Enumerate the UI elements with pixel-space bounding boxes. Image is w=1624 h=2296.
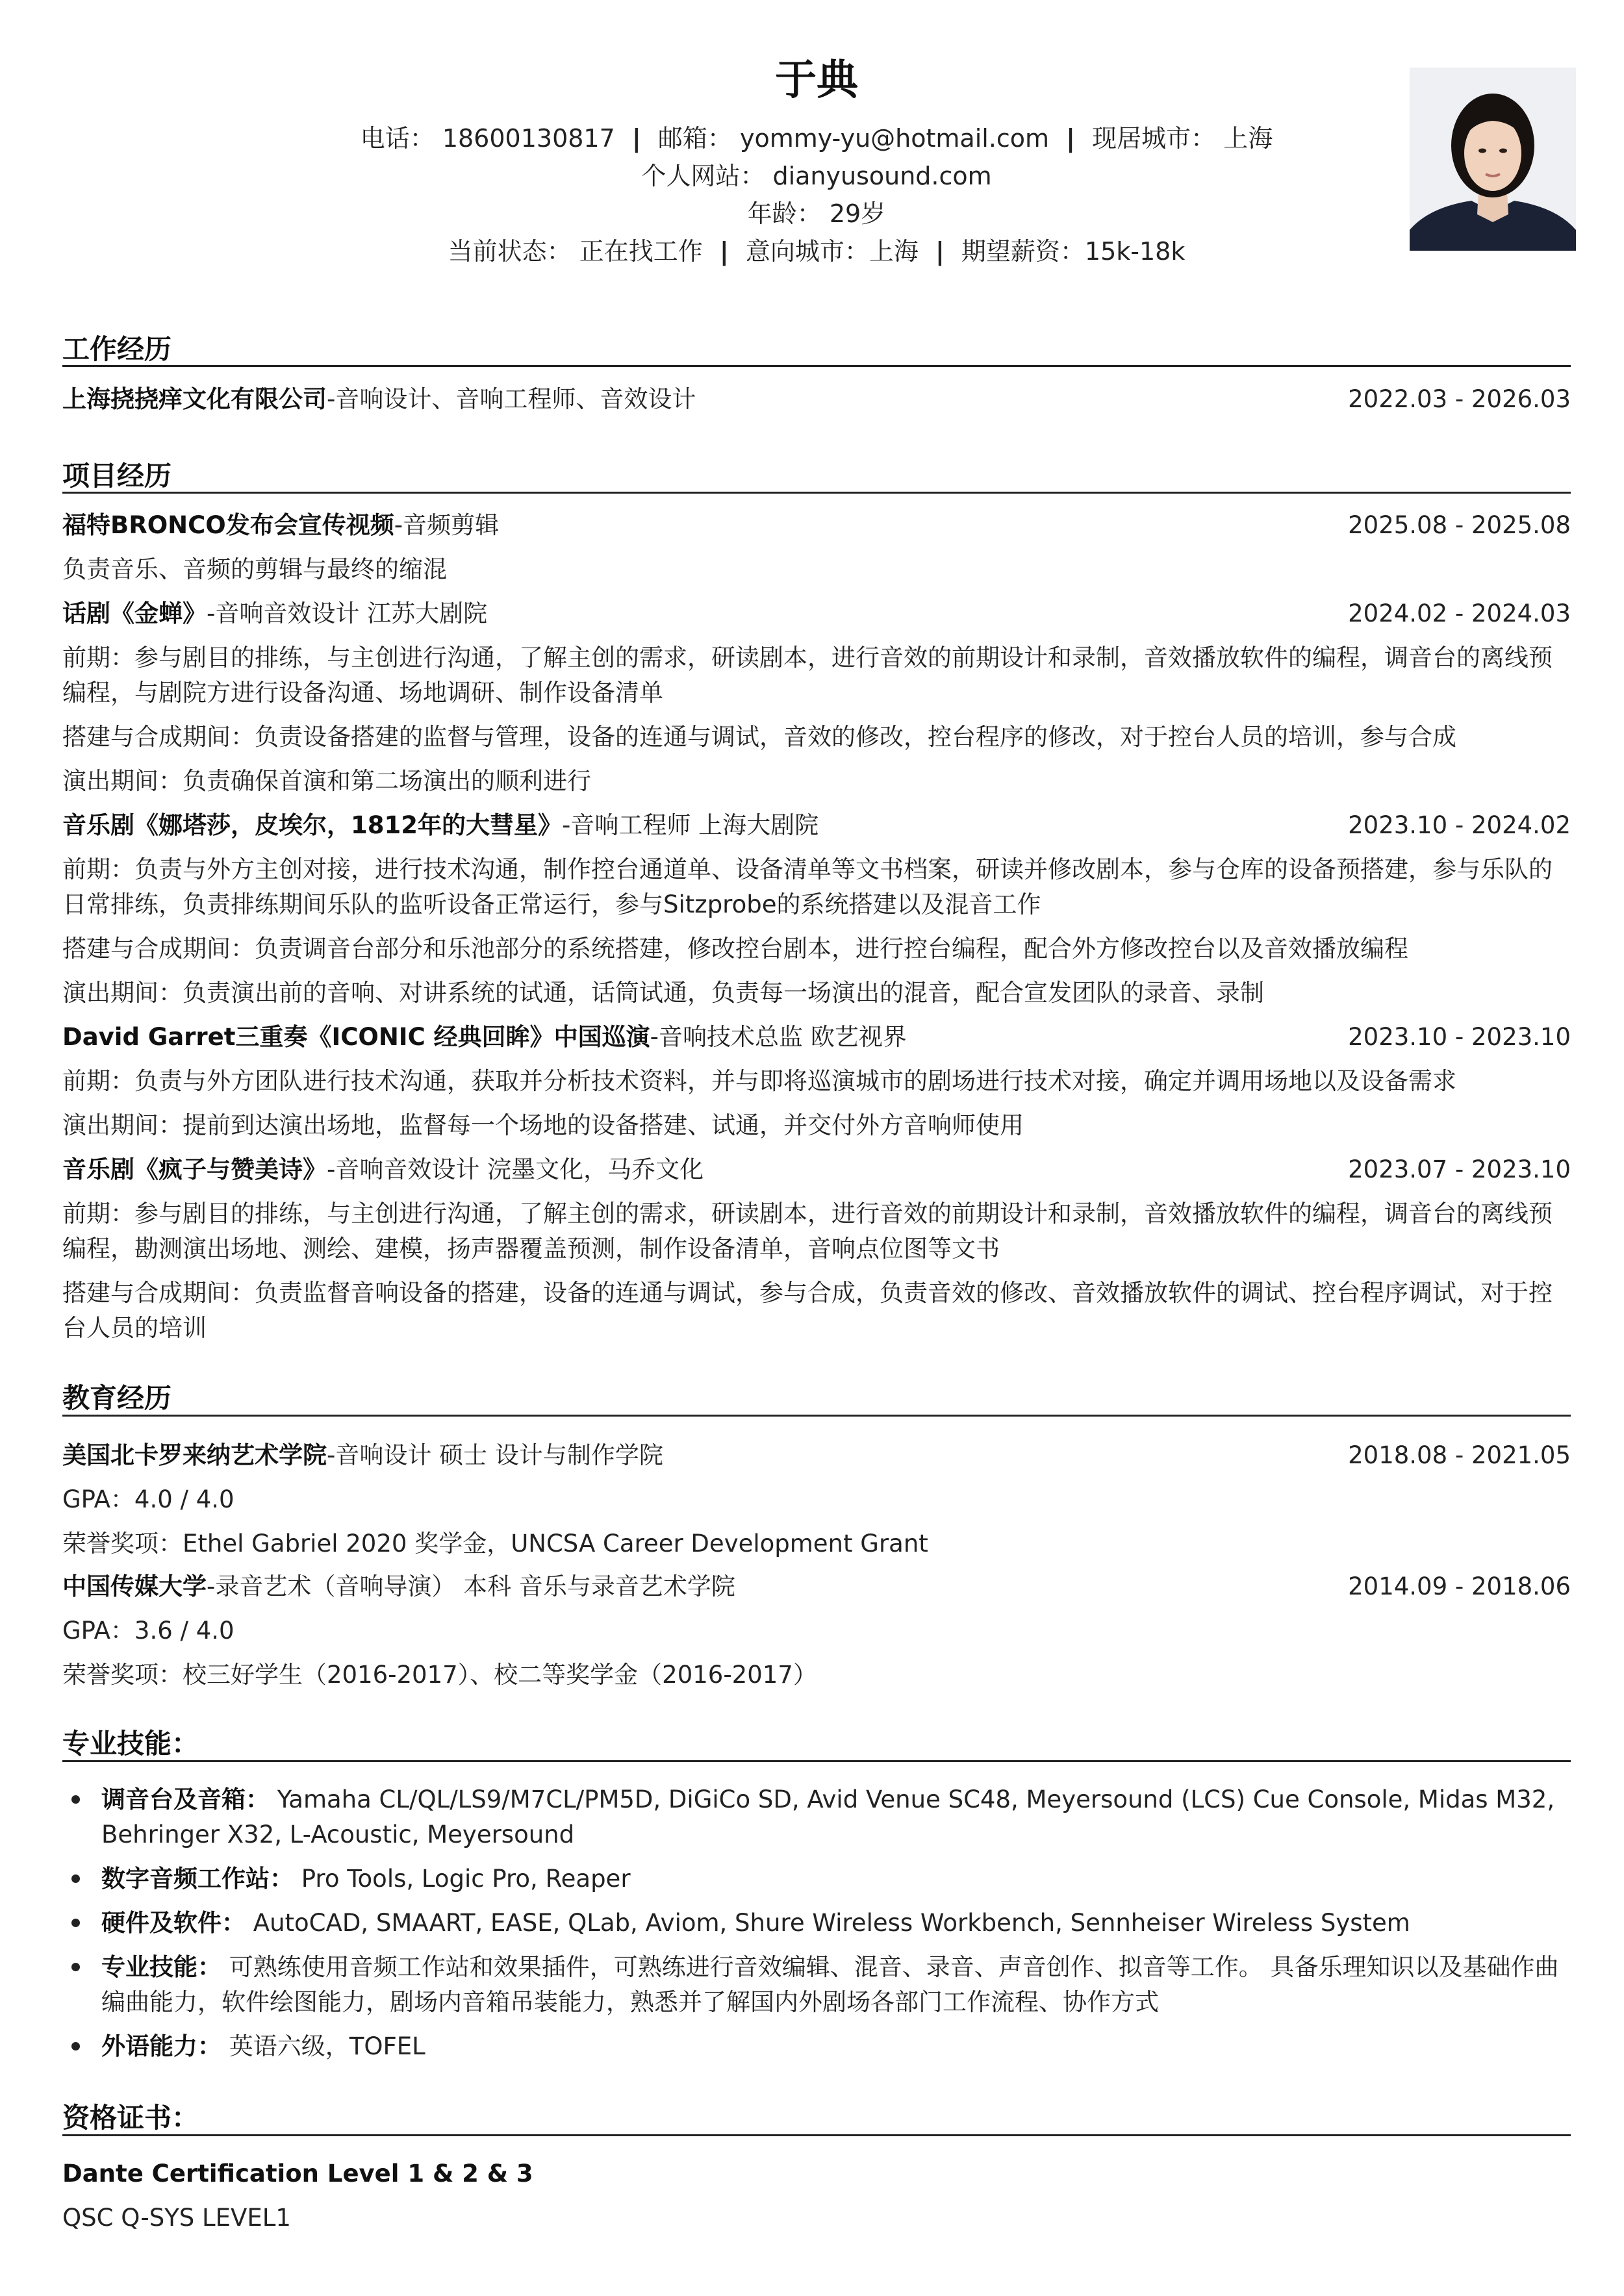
date-range: 2025.08 - 2025.08 <box>1348 511 1571 539</box>
project-detail: 搭建与合成期间：负责调音台部分和乐池部分的系统搭建，修改控台剧本，进行控台编程，配合外方修改控台以及音效播放编程 <box>62 935 1408 963</box>
status-line <box>62 231 1571 267</box>
separator: | <box>631 124 641 153</box>
city-label: 现居城市： <box>1092 124 1216 153</box>
bullet-icon <box>71 1795 80 1804</box>
date-range: 2024.02 - 2024.03 <box>1348 599 1571 627</box>
project-name: David Garret三重奏《ICONIC 经典回眸》中国巡演 <box>62 1023 650 1051</box>
project-entry <box>62 596 1571 631</box>
project-detail: 演出期间：提前到达演出场地，监督每一个场地的设备搭建、试通，并交付外方音响师使用 <box>62 1111 1024 1139</box>
certificate-item: Dante Certification Level 1 & 2 & 3 <box>62 2160 533 2188</box>
separator: | <box>935 237 945 266</box>
email-value[interactable]: yommy-yu@hotmail.com <box>739 124 1050 153</box>
skill-text: Yamaha CL/QL/LS9/M7CL/PM5D, DiGiCo SD, Avid Venue SC48, Meyersound (LCS) Cue Console, Midas M32, Behringer X32, L-Acoustic, Meyersound <box>101 1785 1555 1848</box>
project-name: 话剧《金蝉》 <box>62 599 207 627</box>
company-name: 上海挠挠痒文化有限公司 <box>62 385 327 413</box>
education-entry <box>62 1438 1571 1473</box>
project-name: 福特BRONCO发布会宣传视频 <box>62 511 394 539</box>
project-role: -音响音效设计 江苏大剧院 <box>207 599 488 627</box>
project-role: -音响工程师 上海大剧院 <box>561 811 819 839</box>
certs-section-title: 资格证书： <box>62 2102 199 2134</box>
work-section-title: 工作经历 <box>62 333 172 365</box>
date-range: 2022.03 - 2026.03 <box>1348 385 1571 413</box>
city-value: 上海 <box>1223 124 1273 153</box>
section-divider <box>62 492 1571 494</box>
skill-item <box>101 2029 1571 2064</box>
website-label: 个人网站： <box>641 162 765 190</box>
project-entry <box>62 1152 1571 1187</box>
project-detail: 前期：负责与外方团队进行技术沟通，获取并分析技术资料，并与即将巡演城市的剧场进行技术对接，确定并调用场地以及设备需求 <box>62 1067 1456 1095</box>
candidate-name: 于典 <box>775 57 858 105</box>
skill-label: 专业技能： <box>101 1953 222 1981</box>
education-section-title: 教育经历 <box>62 1382 172 1414</box>
section-divider <box>62 2134 1571 2136</box>
project-detail: 搭建与合成期间：负责设备搭建的监督与管理，设备的连通与调试，音效的修改，控台程序的修改，对于控台人员的培训，参与合成 <box>62 723 1456 751</box>
degree-info: -录音艺术（音响导演） 本科 音乐与录音艺术学院 <box>207 1572 735 1600</box>
skill-text: Pro Tools, Logic Pro, Reaper <box>301 1865 631 1893</box>
date-range: 2023.10 - 2024.02 <box>1348 811 1571 839</box>
skill-text: 可熟练使用音频工作站和效果插件，可熟练进行音效编辑、混音、录音、声音创作、拟音等工作。 具备乐理知识以及基础作曲编曲能力，软件绘图能力，剧场内音箱吊装能力，熟悉并了解国内外剧场各部门工作流程、协作方式 <box>101 1953 1559 2016</box>
date-range: 2023.10 - 2023.10 <box>1348 1023 1571 1051</box>
skill-label: 调音台及音箱： <box>101 1785 270 1813</box>
website-line <box>62 156 1571 192</box>
certificate-item: QSC Q-SYS LEVEL1 <box>62 2204 291 2232</box>
gpa: GPA：4.0 / 4.0 <box>62 1485 235 1513</box>
separator: | <box>719 237 729 266</box>
project-detail: 前期：参与剧目的排练，与主创进行沟通，了解主创的需求，研读剧本，进行音效的前期设计和录制，音效播放软件的编程，调音台的离线预编程，勘测演出场地、测绘、建模，扬声器覆盖预测，制作设备清单，音响点位图等文书 <box>62 1200 1553 1263</box>
project-detail: 演出期间：负责演出前的音响、对讲系统的试通，话筒试通，负责每一场演出的混音，配合宣发团队的录音、录制 <box>62 979 1264 1007</box>
section-divider <box>62 365 1571 367</box>
skill-item <box>101 1861 1571 1897</box>
bullet-icon <box>71 2042 80 2050</box>
separator: | <box>1066 124 1076 153</box>
contact-line <box>62 118 1571 154</box>
section-divider <box>62 1415 1571 1417</box>
age-value: 29岁 <box>829 199 886 228</box>
section-divider <box>62 1760 1571 1762</box>
project-role: -音响音效设计 浣墨文化，马乔文化 <box>327 1155 704 1183</box>
project-role: -音响技术总监 欧艺视界 <box>650 1023 907 1051</box>
age-label: 年龄： <box>747 199 822 228</box>
bullet-icon <box>71 1919 80 1927</box>
skill-item <box>101 1950 1571 2020</box>
honors: 荣誉奖项：Ethel Gabriel 2020 奖学金，UNCSA Career Development Grant <box>62 1530 928 1558</box>
project-detail: 前期：参与剧目的排练，与主创进行沟通，了解主创的需求，研读剧本，进行音效的前期设计和录制，音效播放软件的编程，调音台的离线预编程，与剧院方进行设备沟通、场地调研、制作设备清单 <box>62 644 1553 707</box>
profile-photo <box>1410 68 1576 251</box>
date-range: 2023.07 - 2023.10 <box>1348 1155 1571 1183</box>
skill-label: 硬件及软件： <box>101 1909 246 1937</box>
honors: 荣誉奖项：校三好学生（2016-2017）、校二等奖学金（2016-2017） <box>62 1661 817 1689</box>
phone-label: 电话： <box>360 124 435 153</box>
skill-label: 外语能力： <box>101 2032 222 2060</box>
project-name: 音乐剧《娜塔莎，皮埃尔，1812年的大彗星》 <box>62 811 562 839</box>
skill-label: 数字音频工作站： <box>101 1865 294 1893</box>
project-detail: 搭建与合成期间：负责监督音响设备的搭建，设备的连通与调试，参与合成，负责音效的修改、音效播放软件的调试、控台程序调试，对于控台人员的培训 <box>62 1279 1553 1342</box>
project-entry <box>62 1020 1571 1055</box>
resume-page <box>62 0 1571 2296</box>
skills-section-title: 专业技能： <box>62 1728 199 1760</box>
project-role: -音频剪辑 <box>394 511 500 539</box>
degree-info: -音响设计 硕士 设计与制作学院 <box>327 1441 663 1469</box>
job-role: -音响设计、音响工程师、音效设计 <box>327 385 696 413</box>
status-label: 当前状态： <box>448 237 572 266</box>
status-value: 正在找工作 <box>579 237 703 266</box>
gpa: GPA：3.6 / 4.0 <box>62 1617 235 1645</box>
skill-item <box>101 1782 1571 1852</box>
project-name: 音乐剧《疯子与赞美诗》 <box>62 1155 327 1183</box>
project-entry <box>62 808 1571 843</box>
phone-value: 18600130817 <box>442 124 615 153</box>
skill-text: 英语六级，TOFEL <box>229 2032 425 2060</box>
portrait-image <box>1410 68 1576 251</box>
project-detail: 负责音乐、音频的剪辑与最终的缩混 <box>62 555 447 583</box>
bullet-icon <box>71 1963 80 1971</box>
project-detail: 演出期间：负责确保首演和第二场演出的顺利进行 <box>62 767 591 795</box>
expected-salary: 期望薪资：15k-18k <box>961 237 1186 266</box>
skill-text: AutoCAD, SMAART, EASE, QLab, Aviom, Shure Wireless Workbench, Sennheiser Wireless System <box>253 1909 1410 1937</box>
date-range: 2014.09 - 2018.06 <box>1348 1572 1571 1600</box>
school-name: 中国传媒大学 <box>62 1572 207 1600</box>
projects-section-title: 项目经历 <box>62 460 172 492</box>
email-label: 邮箱： <box>657 124 732 153</box>
age-line <box>62 194 1571 229</box>
bullet-icon <box>71 1874 80 1883</box>
website-link[interactable]: dianyusound.com <box>772 162 992 190</box>
target-city: 意向城市：上海 <box>745 237 919 266</box>
skill-item <box>101 1906 1571 1941</box>
date-range: 2018.08 - 2021.05 <box>1348 1441 1571 1469</box>
work-entry <box>62 382 1571 417</box>
education-entry <box>62 1569 1571 1604</box>
project-detail: 前期：负责与外方主创对接，进行技术沟通，制作控台通道单、设备清单等文书档案，研读并修改剧本，参与仓库的设备预搭建，参与乐队的日常排练，负责排练期间乐队的监听设备正常运行，参与Sitzprobe的系统搭建以及混音工作 <box>62 855 1553 918</box>
school-name: 美国北卡罗来纳艺术学院 <box>62 1441 327 1469</box>
project-entry <box>62 508 1571 543</box>
